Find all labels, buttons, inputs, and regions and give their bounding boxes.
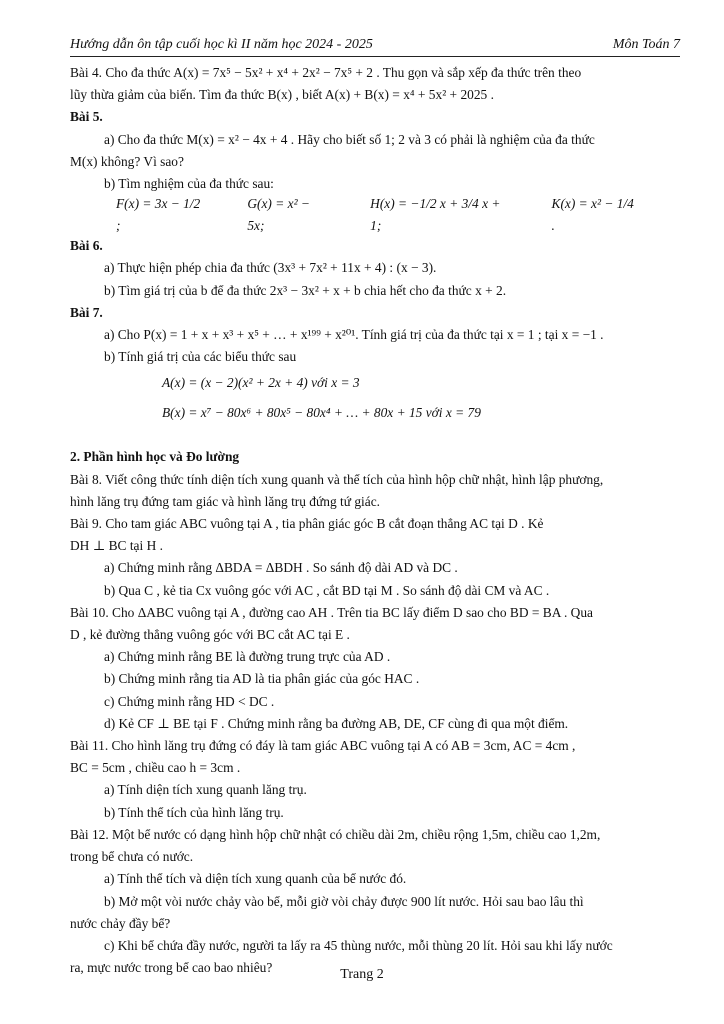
page-header bbox=[70, 35, 680, 57]
exercise-4-line-2: lũy thừa giảm của biến. Tìm đa thức B(x) , biết A(x) + B(x) = x⁴ + 5x² + 2025 . bbox=[70, 87, 494, 103]
exercise-10-line-1: Bài 10. Cho ΔABC vuông tại A , đường cao AH . Trên tia BC lấy điểm D sao cho BD = BA . Qua bbox=[70, 604, 593, 620]
exercise-12-line-1: Bài 12. Một bể nước có dạng hình hộp chữ nhật có chiều dài 2m, chiều rộng 1,5m, chiều cao 1,2m, bbox=[70, 826, 601, 842]
exercise-12-line-2: trong bể chưa có nước. bbox=[70, 849, 194, 865]
exercise-9b: b) Qua C , kẻ tia Cx vuông góc với AC , cắt BD tại M . So sánh độ dài CM và AC . bbox=[104, 582, 550, 598]
page-content bbox=[70, 62, 680, 979]
exercise-7-title: Bài 7. bbox=[70, 304, 103, 320]
polynomial-F: F(x) = 3x − 1/2 ; bbox=[116, 196, 201, 234]
exercise-10d: d) Kẻ CF ⊥ BE tại F . Chứng minh rằng ba đường AB, DE, CF cùng đi qua một điểm. bbox=[104, 715, 569, 731]
exercise-10a: a) Chứng minh rằng BE là đường trung trực của AD . bbox=[104, 649, 391, 665]
exercise-11-line-1: Bài 11. Cho hình lăng trụ đứng có đáy là tam giác ABC vuông tại A có AB = 3cm, AC = 4cm , bbox=[70, 738, 576, 754]
exercise-5b: b) Tìm nghiệm của đa thức sau: bbox=[104, 176, 274, 192]
exercise-10b: b) Chứng minh rằng tia AD là tia phân giác của góc HAC . bbox=[104, 671, 420, 687]
exercise-5a-line-2: M(x) không? Vì sao? bbox=[70, 153, 184, 169]
exercise-12a: a) Tính thể tích và diện tích xung quanh của bể nước đó. bbox=[104, 871, 407, 887]
exercise-8-line-1: Bài 8. Viết công thức tính diện tích xung quanh và thể tích của hình hộp chữ nhật, hình lập phương, bbox=[70, 471, 604, 487]
exercise-11-line-2: BC = 5cm , chiều cao h = 3cm . bbox=[70, 760, 241, 776]
page-number: Trang 2 bbox=[340, 967, 384, 982]
exercise-12c-line-2: ra, mực nước trong bể cao bao nhiêu? bbox=[70, 960, 273, 976]
header-subject: Môn Toán 7 bbox=[612, 37, 680, 52]
exercise-12b-line-1: b) Mở một vòi nước chảy vào bể, mỗi giờ vòi chảy được 900 lít nước. Hỏi sau bao lâu thì bbox=[104, 893, 584, 909]
polynomial-G: G(x) = x² − 5x; bbox=[247, 196, 310, 234]
exercise-5a-line-1: a) Cho đa thức M(x) = x² − 4x + 4 . Hãy cho biết số 1; 2 và 3 có phải là nghiệm của đa thức bbox=[104, 131, 595, 147]
exercise-4-line-1: Bài 4. Cho đa thức A(x) = 7x⁵ − 5x² + x⁴ + 2x² − 7x⁵ + 2 . Thu gọn và sắp xếp đa thức trên theo bbox=[70, 65, 582, 80]
exercise-10c: c) Chứng minh rằng HD < DC . bbox=[104, 693, 275, 709]
exercise-11a: a) Tính diện tích xung quanh lăng trụ. bbox=[104, 782, 307, 798]
section-2-title: 2. Phần hình học và Đo lường bbox=[70, 449, 240, 465]
exercise-5-title: Bài 5. bbox=[70, 109, 103, 125]
exercise-6-title: Bài 6. bbox=[70, 238, 103, 254]
exercise-9a: a) Chứng minh rằng ΔBDA = ΔBDH . So sánh độ dài AD và DC . bbox=[104, 560, 458, 576]
exercise-6a: a) Thực hiện phép chia đa thức (3x³ + 7x² + 11x + 4) : (x − 3). bbox=[104, 260, 437, 276]
header-title: Hướng dẫn ôn tập cuối học kì II năm học 2024 - 2025 bbox=[70, 37, 373, 52]
expression-B: B(x) = x⁷ − 80x⁶ + 80x⁵ − 80x⁴ + … + 80x + 15 với x = 79 bbox=[162, 405, 481, 421]
exercise-7a: a) Cho P(x) = 1 + x + x³ + x⁵ + … + x¹⁹⁹ + x²⁰¹. Tính giá trị của đa thức tại x = 1 ; tại x = −1 . bbox=[104, 327, 604, 343]
exercise-12c-line-1: c) Khi bể chứa đầy nước, người ta lấy ra 45 thùng nước, mỗi thùng 20 lít. Hỏi sau khi lấy nước bbox=[104, 937, 613, 953]
exercise-6b: b) Tìm giá trị của b để đa thức 2x³ − 3x² + x + b chia hết cho đa thức x + 2. bbox=[104, 282, 507, 298]
polynomial-H: H(x) = −1/2 x + 3/4 x + 1; bbox=[370, 196, 501, 234]
exercise-8-line-2: hình lăng trụ đứng tam giác và hình lăng trụ đứng tứ giác. bbox=[70, 493, 380, 509]
exercise-9-line-2: DH ⊥ BC tại H . bbox=[70, 538, 163, 554]
exercise-9-line-1: Bài 9. Cho tam giác ABC vuông tại A , tia phân giác góc B cắt đoạn thẳng AC tại D . Kẻ bbox=[70, 516, 544, 532]
exercise-11b: b) Tính thể tích của hình lăng trụ. bbox=[104, 804, 284, 820]
exercise-10-line-2: D , kẻ đường thẳng vuông góc với BC cắt AC tại E . bbox=[70, 627, 350, 643]
section-gap bbox=[70, 428, 680, 446]
exercise-7b: b) Tính giá trị của các biểu thức sau bbox=[104, 349, 297, 365]
polynomial-K: K(x) = x² − 1/4 . bbox=[551, 196, 634, 234]
expression-A: A(x) = (x − 2)(x² + 2x + 4) với x = 3 bbox=[162, 375, 360, 391]
polynomial-list bbox=[70, 195, 680, 235]
exercise-12b-line-2: nước chảy đầy bể? bbox=[70, 915, 171, 931]
